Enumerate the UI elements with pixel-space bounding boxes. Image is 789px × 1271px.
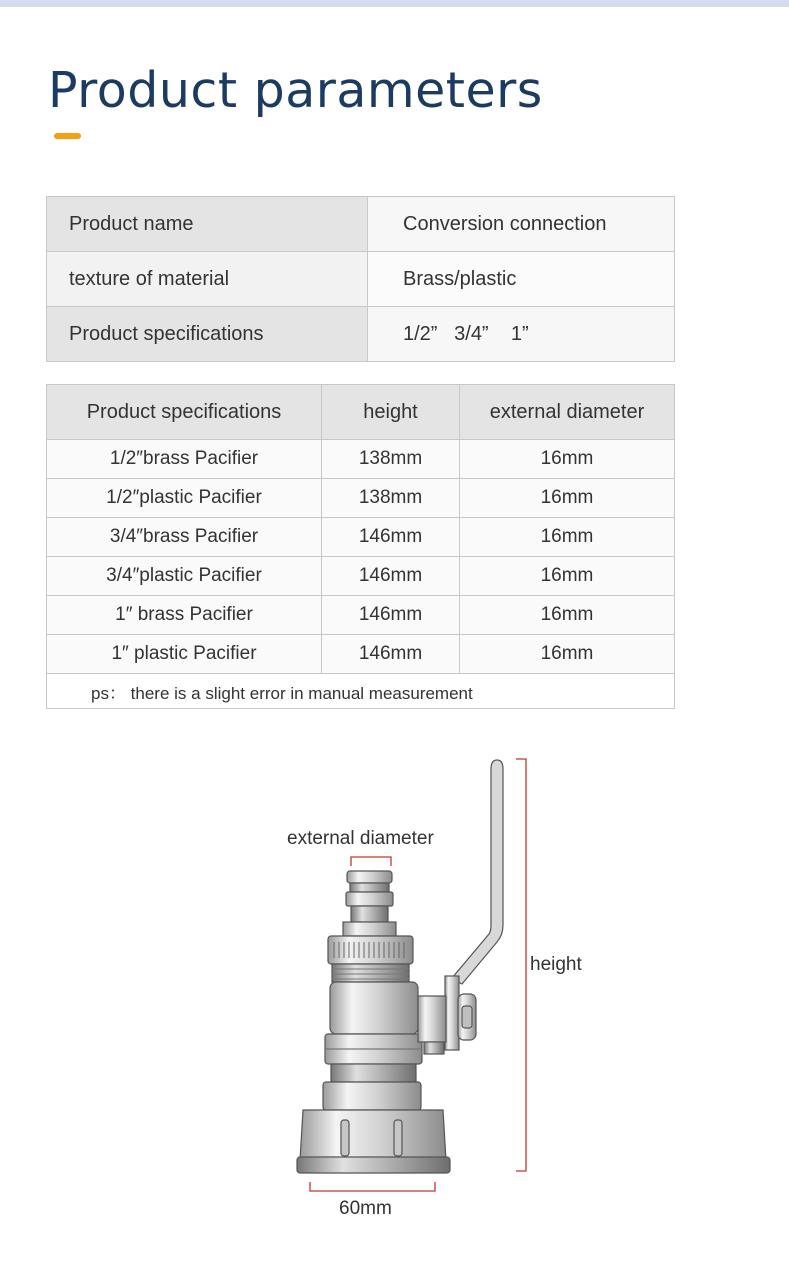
height-cell: 138mm <box>322 440 460 479</box>
table-row <box>47 596 675 635</box>
info-value: Conversion connection <box>368 197 675 252</box>
spec-cell: 3/4″plastic Pacifier <box>47 557 322 596</box>
diameter-cell: 16mm <box>460 635 675 674</box>
column-header-diameter: external diameter <box>460 385 675 440</box>
diameter-cell: 16mm <box>460 557 675 596</box>
diameter-cell: 16mm <box>460 596 675 635</box>
spec-cell: 1/2″plastic Pacifier <box>47 479 322 518</box>
table-row <box>47 197 675 252</box>
height-dimension-marker <box>516 759 526 1171</box>
spec-cell: 1″ plastic Pacifier <box>47 635 322 674</box>
table-row <box>47 635 675 674</box>
diameter-cell: 16mm <box>460 518 675 557</box>
height-cell: 146mm <box>322 596 460 635</box>
diameter-label: external diameter <box>287 828 434 849</box>
column-header-specifications: Product specifications <box>47 385 322 440</box>
spec-cell: 1/2″brass Pacifier <box>47 440 322 479</box>
table-row <box>47 479 675 518</box>
width-label: 60mm <box>339 1198 392 1219</box>
nozzle <box>343 871 396 936</box>
table-row <box>47 440 675 479</box>
table-row <box>47 557 675 596</box>
top-accent-bar <box>0 0 789 7</box>
adapter-base <box>297 1082 450 1173</box>
table-row <box>47 252 675 307</box>
info-label: Product name <box>47 197 368 252</box>
knurled-nut <box>328 936 413 964</box>
valve-body <box>325 982 476 1082</box>
diameter-dimension-marker <box>351 857 391 866</box>
column-header-height: height <box>322 385 460 440</box>
table-row <box>47 307 675 362</box>
basic-info-table <box>46 196 675 362</box>
spec-cell: 3/4″brass Pacifier <box>47 518 322 557</box>
height-cell: 146mm <box>322 518 460 557</box>
spec-table <box>46 384 675 709</box>
page-title: Product parameters <box>48 62 543 119</box>
diameter-cell: 16mm <box>460 440 675 479</box>
info-value: Brass/plastic <box>368 252 675 307</box>
height-cell: 146mm <box>322 635 460 674</box>
table-header-row <box>47 385 675 440</box>
diameter-cell: 16mm <box>460 479 675 518</box>
width-dimension-marker <box>310 1182 435 1191</box>
height-cell: 146mm <box>322 557 460 596</box>
title-underline <box>54 133 81 139</box>
spec-cell: 1″ brass Pacifier <box>47 596 322 635</box>
valve-handle <box>445 760 503 1050</box>
info-label: texture of material <box>47 252 368 307</box>
thread-section <box>332 964 409 982</box>
info-value: 1/2” 3/4” 1” <box>368 307 675 362</box>
height-label: height <box>530 954 582 975</box>
table-note-row <box>47 674 675 709</box>
info-label: Product specifications <box>47 307 368 362</box>
height-cell: 138mm <box>322 479 460 518</box>
measurement-note: ps： there is a slight error in manual measurement <box>47 674 675 709</box>
table-row <box>47 518 675 557</box>
